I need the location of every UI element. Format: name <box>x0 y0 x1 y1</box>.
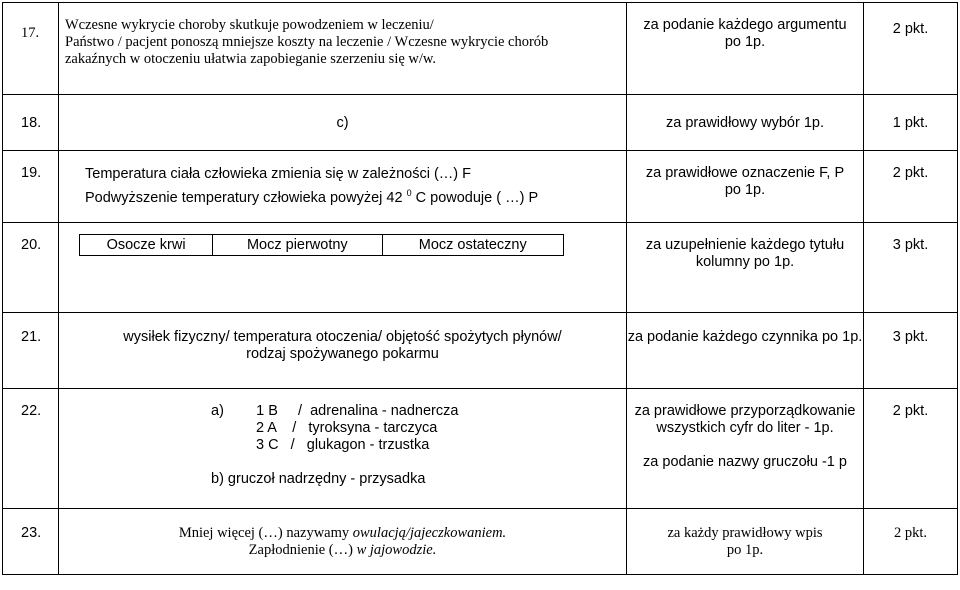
answer-key-table <box>2 2 958 575</box>
points-cell: 2 pkt. <box>864 3 958 95</box>
answer-text: C powoduje ( …) P <box>415 189 539 206</box>
points-cell: 3 pkt. <box>864 313 958 389</box>
answer-text-italic: owulacją/jajeczkowaniem. <box>352 525 507 541</box>
scoring-criteria <box>627 3 864 95</box>
question-number: 17. <box>3 3 59 95</box>
table-row <box>3 223 958 313</box>
table-row <box>3 95 958 151</box>
column-title: Osocze krwi <box>80 235 213 256</box>
scoring-criteria: za podanie każdego czynnika po 1p. <box>627 313 864 389</box>
criteria-line: za prawidłowe oznaczenie F, P <box>645 165 845 181</box>
criteria-line: za prawidłowe przyporządkowanie <box>634 403 856 419</box>
criteria-line: za podanie nazwy gruczołu -1 p <box>643 454 847 470</box>
answer-line: rodzaj spożywanego pokarmu <box>246 346 439 362</box>
superscript: 0 <box>406 188 412 198</box>
table-row <box>3 509 958 575</box>
answer-line: Temperatura ciała człowieka zmienia się w zależności (…) F <box>85 166 471 182</box>
points-cell: 1 pkt. <box>864 95 958 151</box>
criteria-line: po 1p. <box>726 542 764 558</box>
question-number: 18. <box>3 95 59 151</box>
points-cell: 2 pkt. <box>864 509 958 575</box>
question-number: 23. <box>3 509 59 575</box>
answer-cell <box>59 223 627 313</box>
answer-line <box>59 525 626 542</box>
criteria-line: za każdy prawidłowy wpis <box>667 525 823 541</box>
criteria-line: kolumny po 1p. <box>695 254 795 270</box>
answer-line: 3 C / glukagon - trzustka <box>256 437 430 453</box>
question-number: 20. <box>3 223 59 313</box>
answer-text-italic: w jajowodzie. <box>356 542 437 558</box>
criteria-line: po 1p. <box>724 34 766 50</box>
answer-text: Mniej więcej (…) nazywamy <box>178 525 353 541</box>
points-cell: 2 pkt. <box>864 151 958 223</box>
criteria-line: za podanie każdego argumentu <box>643 17 847 33</box>
scoring-criteria <box>627 223 864 313</box>
points-cell: 3 pkt. <box>864 223 958 313</box>
question-number: 19. <box>3 151 59 223</box>
answer-line: wysiłek fizyczny/ temperatura otoczenia/ objętość spożytych płynów/ <box>123 329 562 345</box>
answer-line: a) 1 B / adrenalina - nadnercza <box>211 403 459 419</box>
table-row <box>3 3 958 95</box>
answer-text: Zapłodnienie (…) <box>248 542 357 558</box>
answer-line: zakaźnych w otoczeniu ułatwia zapobieganie szerzeniu się w/w. <box>65 51 437 67</box>
table-row <box>3 151 958 223</box>
answer-cell: c) <box>59 95 627 151</box>
answer-line: Wczesne wykrycie choroby skutkuje powodzeniem w leczeniu/ <box>65 17 434 33</box>
answer-line <box>85 184 626 208</box>
question-number: 21. <box>3 313 59 389</box>
answer-line: 2 A / tyroksyna - tarczyca <box>256 420 438 436</box>
points-cell: 2 pkt. <box>864 389 958 509</box>
question-number: 22. <box>3 389 59 509</box>
scoring-criteria <box>627 151 864 223</box>
table-row <box>3 313 958 389</box>
answer-cell <box>59 3 627 95</box>
criteria-line: wszystkich cyfr do liter - 1p. <box>656 420 834 436</box>
answer-line <box>59 542 626 559</box>
column-titles-table <box>79 234 564 256</box>
answer-cell <box>59 509 627 575</box>
scoring-criteria <box>627 509 864 575</box>
column-title: Mocz ostateczny <box>382 235 563 256</box>
answer-cell <box>59 151 627 223</box>
answer-line: Państwo / pacjent ponoszą mniejsze koszty na leczenie / Wczesne wykrycie chorób <box>65 34 549 50</box>
criteria-line: po 1p. <box>724 182 766 198</box>
column-title: Mocz pierwotny <box>213 235 382 256</box>
scoring-criteria: za prawidłowy wybór 1p. <box>627 95 864 151</box>
answer-text: Podwyższenie temperatury człowieka powyżej 42 <box>85 189 403 206</box>
table-row <box>3 389 958 509</box>
answer-cell <box>59 389 627 509</box>
answer-line: b) gruczoł nadrzędny - przysadka <box>211 471 426 487</box>
answer-cell <box>59 313 627 389</box>
scoring-criteria <box>627 389 864 509</box>
criteria-line: za uzupełnienie każdego tytułu <box>645 237 845 253</box>
